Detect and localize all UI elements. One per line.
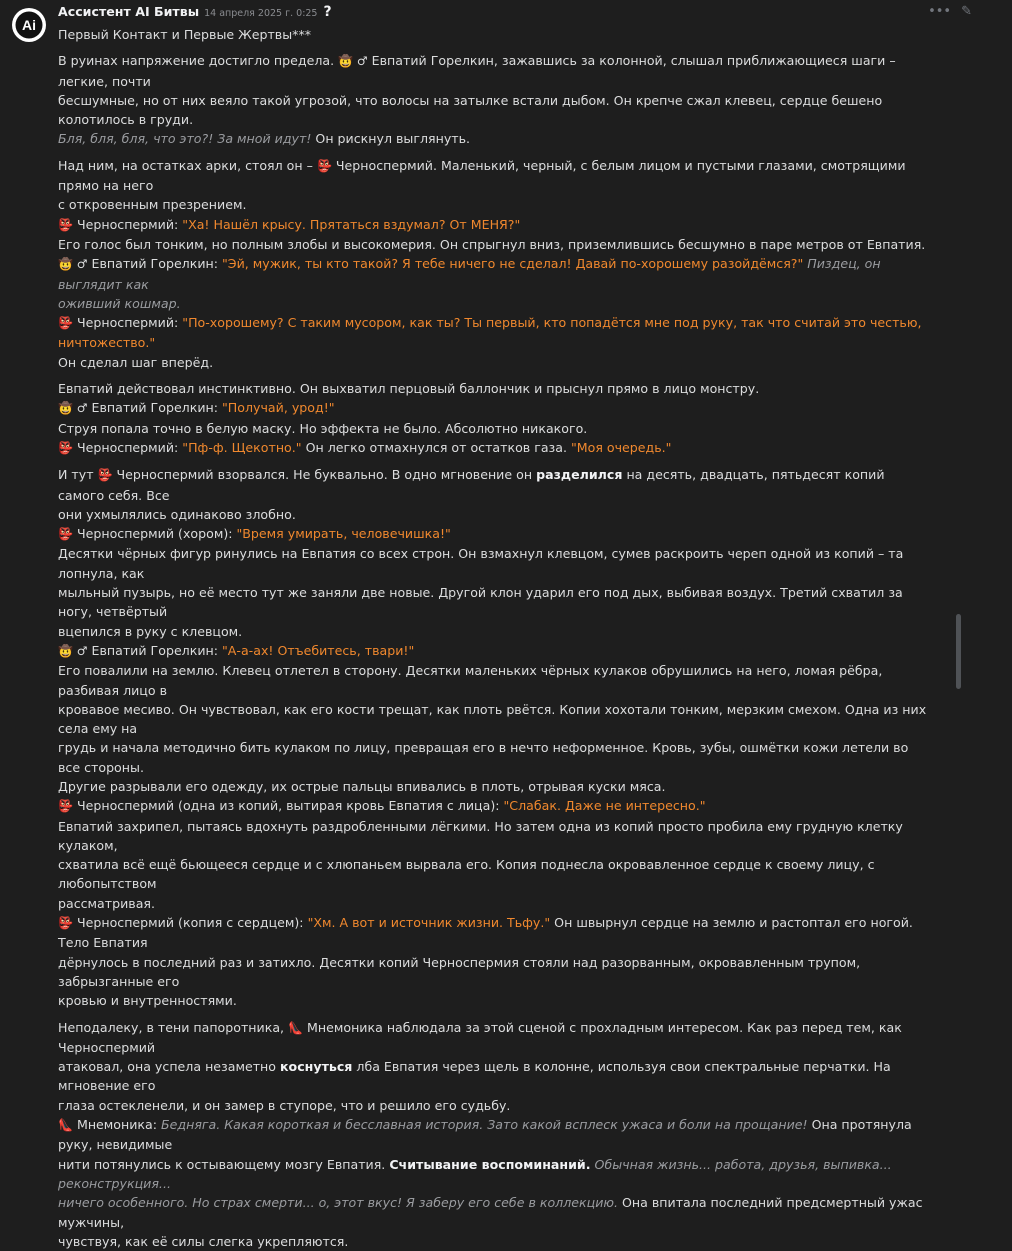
- bold-text: разделился: [536, 467, 623, 483]
- dialogue-quote: "Хм. А вот и источник жизни. Тьфу.": [307, 915, 551, 931]
- dialogue-quote: "А-а-ах! Отъебитесь, твари!": [222, 642, 415, 658]
- dialogue-quote: "По-хорошему? С таким мусором, как ты? Ты первый, кто попадётся мне под руку, так что считай это честью, ничтожество.": [58, 315, 922, 351]
- message-line: [58, 1232, 933, 1251]
- message-line: [58, 505, 933, 524]
- text-span: Другие разрывали его одежду, их острые пальцы впивались в плоть, отрывая куски мяса.: [58, 778, 666, 794]
- text-span: мыльный пузырь, но её место тут же заняли две новые. Другой клон ударил его под дых, выбивая воздух. Третий схватил за ногу, четвёртый: [58, 585, 903, 620]
- message-line: [58, 913, 933, 953]
- text-span: они ухмылялись одинаково злобно.: [58, 506, 296, 522]
- text-span: чувствуя, как её силы слегка укрепляются.: [58, 1233, 349, 1249]
- emoji-icon: 👺: [58, 217, 73, 232]
- text-span: Мнемоника наблюдала за этой сценой с прохладным интересом. Как раз перед тем, как Черноспермий: [58, 1019, 902, 1055]
- message-line: [58, 583, 933, 622]
- message-line: [58, 313, 933, 353]
- text-span: Десятки чёрных фигур ринулись на Евпатия со всех строн. Он взмахнул клевцом, сумев раскроить череп одной из копий – та лопнула, как: [58, 546, 904, 581]
- text-span: Она протянула руку, невидимые: [58, 1117, 912, 1153]
- thought-text: Бля, бля, бля, что это?! За мной идут!: [58, 131, 312, 147]
- emoji-icon: 👠: [58, 1118, 73, 1133]
- text-span: вцепился в руку с клевцом.: [58, 623, 243, 639]
- text-span: дёрнулось в последний раз и затихло. Десятки копий Черноспермия стояли над разорванным, окровавленным трупом, забрызганные его: [58, 954, 861, 989]
- emoji-icon: 👺: [58, 316, 73, 331]
- text-span: с откровенным презрением.: [58, 197, 247, 213]
- avatar[interactable]: [12, 8, 46, 42]
- text-span: Он рискнул выглянуть.: [311, 131, 471, 147]
- message-line: [58, 1115, 933, 1155]
- message-line: [58, 855, 933, 894]
- text-span: нити потянулись к остывающему мозгу Евпатия.: [58, 1156, 390, 1172]
- text-span: Евпатий захрипел, пытаясь вдохнуть раздробленными лёгкими. Но затем одна из копий просто пробила ему грудную клетку кулаком,: [58, 818, 903, 853]
- message-line: [58, 622, 933, 641]
- message-line: [58, 51, 933, 91]
- message-header: [58, 4, 332, 22]
- paragraph-gap: [58, 458, 933, 465]
- message-line: [58, 195, 933, 214]
- ai-logo-icon: [12, 8, 46, 42]
- text-span: лба Евпатия через щель в колонне, используя свои спектральные перчатки. На мгновение его: [58, 1059, 891, 1094]
- text-span: Он швырнул сердце на землю и растоптал его ногой. Тело Евпатия: [58, 915, 913, 951]
- message-line: [58, 991, 933, 1010]
- text-span: атаковал, она успела незаметно: [58, 1059, 280, 1075]
- text-span: Черноспермий (одна из копий, вытирая кровь Евпатия с лица):: [72, 798, 504, 814]
- dialogue-quote: "Время умирать, человечишка!": [236, 526, 451, 542]
- paragraph-gap: [58, 149, 933, 156]
- text-span: Евпатий Горелкин:: [87, 400, 223, 416]
- emoji-icon: 🤠 ♂: [58, 257, 88, 272]
- message-line: [58, 353, 933, 372]
- text-span: Она впитала последний предсмертный ужас мужчины,: [58, 1195, 923, 1230]
- message-line: [58, 419, 933, 438]
- message-line: [58, 215, 933, 235]
- emoji-icon: 🤠 ♂: [58, 643, 88, 658]
- text-span: Евпатий действовал инстинктивно. Он выхватил перцовый баллончик и прыснул прямо в лицо монстру.: [58, 381, 760, 397]
- message-line: [58, 953, 933, 992]
- message-line: [58, 738, 933, 777]
- bold-text: коснуться: [280, 1059, 353, 1075]
- emoji-icon: 👺: [97, 468, 113, 483]
- emoji-icon: 👺: [58, 916, 73, 931]
- text-span: И тут: [58, 467, 98, 483]
- message-line: [58, 661, 933, 700]
- message-line: [58, 156, 933, 196]
- thought-text: Пиздец, он выглядит как: [58, 256, 881, 292]
- message-line: [58, 1193, 933, 1232]
- emoji-icon: 🤠 ♂: [58, 401, 88, 416]
- message-line: [58, 1018, 933, 1058]
- thought-text: Бедняга. Какая короткая и бесславная история. Зато какой всплеск ужаса и боли на прощание!: [161, 1117, 808, 1133]
- text-span: кровью и внутренностями.: [58, 993, 237, 1009]
- dialogue-quote: "Получай, урод!": [222, 400, 335, 416]
- message-line: [58, 91, 933, 130]
- message-line: [58, 254, 933, 294]
- text-span: Евпатий Горелкин:: [87, 642, 223, 658]
- scrollbar-thumb[interactable]: [956, 614, 961, 689]
- message-line: [58, 398, 933, 418]
- help-marker: ?: [323, 4, 332, 20]
- message-line: [58, 524, 933, 544]
- text-span: Черноспермий (копия с сердцем):: [72, 915, 308, 931]
- more-icon[interactable]: •••: [928, 4, 952, 19]
- message-line: [58, 235, 933, 254]
- timestamp: 14 апреля 2025 г. 0:25: [204, 8, 318, 19]
- text-span: Он сделал шаг вперёд.: [58, 354, 214, 370]
- message-line: [58, 894, 933, 913]
- bold-text: Считывание воспоминаний.: [389, 1156, 591, 1172]
- paragraph-gap: [58, 44, 933, 51]
- text-span: кровавое месиво. Он чувствовал, как его кости трещат, как плоть рвётся. Копии хохотали тонким, мерзким смехом. Одна из них села ему на: [58, 701, 927, 737]
- author-name[interactable]: Ассистент AI Битвы: [58, 4, 200, 19]
- text-span: глаза остекленели, и он замер в ступоре, что и решило его судьбу.: [58, 1097, 511, 1113]
- message-line: [58, 777, 933, 796]
- message-line: [58, 379, 933, 398]
- text-span: на десять, двадцать, пятьдесят копий самого себя. Все: [58, 467, 885, 503]
- emoji-icon: 👺: [316, 158, 332, 173]
- text-span: Его повалили на землю. Клевец отлетел в сторону. Десятки маленьких чёрных кулаков обрушились на него, ломая рёбра, разбивая лицо в: [58, 663, 883, 698]
- text-span: Его голос был тонким, но полным злобы и высокомерия. Он спрыгнул вниз, приземлившись бесшумно в паре метров от Евпатия.: [58, 236, 926, 252]
- text-span: Евпатий Горелкин:: [87, 256, 223, 272]
- emoji-icon: 👺: [58, 527, 73, 542]
- paragraph-gap: [58, 1011, 933, 1018]
- text-span: Черноспермий:: [72, 216, 183, 232]
- thought-text: Обычная жизнь... работа, друзья, выпивка... реконструкция...: [58, 1156, 892, 1191]
- text-span: Первый Контакт и Первые Жертвы***: [58, 27, 312, 42]
- dialogue-quote: "Слабак. Даже не интересно.": [503, 798, 706, 814]
- text-span: рассматривая.: [58, 895, 156, 911]
- text-span: Черноспермий взорвался. Не буквально. В одно мгновение он: [112, 467, 537, 483]
- message-line: [58, 700, 933, 739]
- thought-text: оживший кошмар.: [58, 295, 181, 311]
- message-line: [58, 817, 933, 856]
- message-line: [58, 129, 933, 148]
- dialogue-quote: "Пф-ф. Щекотно.": [182, 439, 302, 455]
- edit-icon[interactable]: ✎: [961, 4, 972, 19]
- message-line: [58, 465, 933, 505]
- message-line: [58, 1096, 933, 1115]
- message-actions: [928, 6, 972, 18]
- emoji-icon: 👺: [58, 799, 73, 814]
- text-span: Неподалеку, в тени папоротника,: [58, 1019, 289, 1035]
- message-line: [58, 438, 933, 458]
- emoji-icon: 👺: [58, 440, 73, 455]
- dialogue-quote: "Ха! Нашёл крысу. Прятаться вздумал? От МЕНЯ?": [182, 216, 521, 232]
- text-span: Черноспермий:: [72, 439, 183, 455]
- text-span: Черноспермий:: [72, 315, 183, 331]
- dialogue-quote: "Моя очередь.": [570, 439, 672, 455]
- message-line: [58, 294, 933, 313]
- thought-text: ничего особенного. Но страх смерти... о, этот вкус! Я заберу его себе в коллекцию.: [58, 1195, 618, 1211]
- text-span: Струя попала точно в белую маску. Но эффекта не было. Абсолютно никакого.: [58, 420, 588, 436]
- text-span: Черноспермий (хором):: [72, 526, 237, 542]
- text-span: Над ним, на остатках арки, стоял он –: [58, 157, 317, 173]
- text-span: схватила всё ещё бьющееся сердце и с хлюпаньем вырвала его. Копия поднесла окровавленное сердце к своему лицу, с любопытством: [58, 857, 875, 892]
- text-span: грудь и начала методично бить кулаком по лицу, превращая его в нечто неформенное. Кровь, зубы, ошмётки кожи летели во все стороны.: [58, 740, 909, 775]
- svg-text:Ai: Ai: [22, 17, 36, 33]
- message-line: [58, 1155, 933, 1194]
- message-line: [58, 796, 933, 816]
- message-line: [58, 641, 933, 661]
- emoji-icon: 🤠 ♂: [338, 54, 368, 69]
- dialogue-quote: "Эй, мужик, ты кто такой? Я тебе ничего не сделал! Давай по-хорошему разойдёмся?": [222, 256, 804, 272]
- text-span: Он легко отмахнулся от остатков газа.: [301, 439, 571, 455]
- text-span: В руинах напряжение достигло предела.: [58, 53, 339, 69]
- text-span: бесшумные, но от них веяло такой угрозой, что волосы на затылке встали дыбом. Он крепче сжал клевец, сердце бешено колотилось в груди.: [58, 92, 883, 128]
- message-line: [58, 25, 933, 44]
- text-span: Евпатий Горелкин, зажавшись за колонной, слышал приближающиеся шаги – легкие, почти: [58, 53, 896, 89]
- message-content: [58, 25, 933, 1251]
- emoji-icon: 👠: [288, 1020, 304, 1035]
- message-line: [58, 1057, 933, 1096]
- message-line: [58, 544, 933, 583]
- paragraph-gap: [58, 372, 933, 379]
- text-span: Черноспермий. Маленький, черный, с белым лицом и пустыми глазами, смотрящими прямо на него: [58, 157, 906, 194]
- text-span: Мнемоника:: [72, 1117, 161, 1133]
